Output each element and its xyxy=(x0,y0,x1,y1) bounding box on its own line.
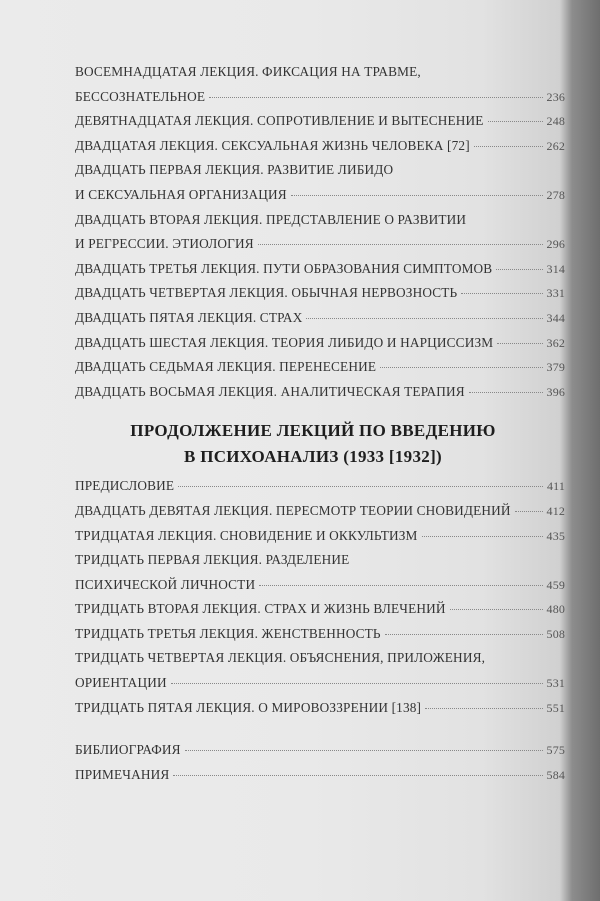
toc-entry xyxy=(75,478,565,503)
toc-entry xyxy=(75,310,565,335)
toc-entry-line xyxy=(75,503,565,528)
toc-entry-title: ДВАДЦАТЬ ЧЕТВЕРТАЯ ЛЕКЦИЯ. ОБЫЧНАЯ НЕРВОЗНОСТЬ xyxy=(75,285,458,301)
toc-entry-title: ДВАДЦАТЬ ДЕВЯТАЯ ЛЕКЦИЯ. ПЕРЕСМОТР ТЕОРИИ СНОВИДЕНИЙ xyxy=(75,502,511,518)
toc-entry-line xyxy=(75,552,565,577)
toc-entry xyxy=(75,384,565,409)
toc-entry-title: ТРИДЦАТЬ ПЕРВАЯ ЛЕКЦИЯ. РАЗДЕЛЕНИЕ xyxy=(75,552,350,568)
dot-leader xyxy=(380,367,542,368)
toc-entry-title: И СЕКСУАЛЬНАЯ ОРГАНИЗАЦИЯ xyxy=(75,186,287,202)
dot-leader xyxy=(178,486,543,487)
toc-entry-line xyxy=(75,212,565,237)
toc-entry xyxy=(75,626,565,651)
toc-page-number: 435 xyxy=(546,528,565,543)
toc-page-number: 331 xyxy=(546,286,565,301)
toc-entry xyxy=(75,212,565,261)
toc-entry-title: ТРИДЦАТЬ ВТОРАЯ ЛЕКЦИЯ. СТРАХ И ЖИЗНЬ ВЛЕЧЕНИЙ xyxy=(75,601,446,617)
dot-leader xyxy=(422,536,543,537)
toc-entry xyxy=(75,650,565,699)
toc-entry xyxy=(75,601,565,626)
toc-entry-line xyxy=(75,138,565,163)
toc-entry-title: ДВАДЦАТЬ ШЕСТАЯ ЛЕКЦИЯ. ТЕОРИЯ ЛИБИДО И НАРЦИССИЗМ xyxy=(75,334,494,350)
toc-entry-line xyxy=(75,261,565,286)
toc-entry-title: ДВАДЦАТЬ ВТОРАЯ ЛЕКЦИЯ. ПРЕДСТАВЛЕНИЕ О РАЗВИТИИ xyxy=(75,211,467,227)
toc-entry-line xyxy=(75,89,565,114)
toc-page-number: 362 xyxy=(546,335,565,350)
toc-entry-title: ДВАДЦАТЬ ТРЕТЬЯ ЛЕКЦИЯ. ПУТИ ОБРАЗОВАНИЯ СИМПТОМОВ xyxy=(75,260,493,276)
toc-entry-line xyxy=(75,162,565,187)
dot-leader xyxy=(450,609,543,610)
toc-page-number: 411 xyxy=(546,479,565,494)
dot-leader xyxy=(496,269,542,270)
toc-entry xyxy=(75,138,565,163)
toc-entry-title: ДВАДЦАТЬ ПЕРВАЯ ЛЕКЦИЯ. РАЗВИТИЕ ЛИБИДО xyxy=(75,162,394,178)
toc-entry-title: ПРИМЕЧАНИЯ xyxy=(75,766,170,782)
toc-entry xyxy=(75,359,565,384)
toc-entry-line xyxy=(75,310,565,335)
toc-entry xyxy=(75,285,565,310)
dot-leader xyxy=(259,585,542,586)
dot-leader xyxy=(306,318,542,319)
toc-entry xyxy=(75,503,565,528)
dot-leader xyxy=(385,634,543,635)
toc-entry-title: ТРИДЦАТЬ ТРЕТЬЯ ЛЕКЦИЯ. ЖЕНСТВЕННОСТЬ xyxy=(75,625,381,641)
section-title-line-1: ПРОДОЛЖЕНИЕ ЛЕКЦИЙ ПО ВВЕДЕНИЮ xyxy=(130,421,496,441)
toc-entry-title: БИБЛИОГРАФИЯ xyxy=(75,742,181,758)
section-title xyxy=(61,418,565,470)
toc-page-number: 508 xyxy=(546,626,565,641)
dot-leader xyxy=(461,293,542,294)
toc-entry xyxy=(75,261,565,286)
toc-part-2 xyxy=(75,478,565,724)
toc-entry-line xyxy=(75,601,565,626)
toc-page-number: 344 xyxy=(546,310,565,325)
toc-entry xyxy=(75,528,565,553)
toc-entry-line xyxy=(75,236,565,261)
toc-entry-title: И РЕГРЕССИИ. ЭТИОЛОГИЯ xyxy=(75,236,254,252)
table-of-contents xyxy=(75,64,565,791)
dot-leader xyxy=(291,195,543,196)
toc-entry-title: ДВАДЦАТЬ СЕДЬМАЯ ЛЕКЦИЯ. ПЕРЕНЕСЕНИЕ xyxy=(75,359,377,375)
page-edge xyxy=(560,0,600,901)
toc-entry-line xyxy=(75,742,565,767)
toc-entry-title: ВОСЕМНАДЦАТАЯ ЛЕКЦИЯ. ФИКСАЦИЯ НА ТРАВМЕ, xyxy=(75,64,421,79)
dot-leader xyxy=(497,343,542,344)
toc-part-3 xyxy=(75,742,565,791)
dot-leader xyxy=(474,146,543,147)
toc-entry xyxy=(75,113,565,138)
toc-entry-title: ДВАДЦАТАЯ ЛЕКЦИЯ. СЕКСУАЛЬНАЯ ЖИЗНЬ ЧЕЛОВЕКА [72] xyxy=(75,137,470,153)
dot-leader xyxy=(258,244,543,245)
section-title-line-2: В ПСИХОАНАЛИЗ (1933 [1932]) xyxy=(184,447,442,467)
toc-entry-line xyxy=(75,359,565,384)
toc-entry-title: ПРЕДИСЛОВИЕ xyxy=(75,478,175,494)
toc-page-number: 551 xyxy=(546,700,565,715)
toc-page-number: 248 xyxy=(546,114,565,129)
toc-entry-title: ДВАДЦАТЬ ВОСЬМАЯ ЛЕКЦИЯ. АНАЛИТИЧЕСКАЯ ТЕРАПИЯ xyxy=(75,383,465,399)
toc-page-number: 396 xyxy=(546,384,565,399)
toc-entry-line xyxy=(75,626,565,651)
dot-leader xyxy=(171,683,543,684)
toc-entry-line xyxy=(75,187,565,212)
toc-page-number: 278 xyxy=(546,187,565,202)
toc-entry-title: ОРИЕНТАЦИИ xyxy=(75,675,167,691)
toc-page-number: 236 xyxy=(546,89,565,104)
toc-entry xyxy=(75,700,565,725)
toc-entry-line xyxy=(75,767,565,792)
dot-leader xyxy=(425,708,542,709)
toc-page-number: 575 xyxy=(546,743,565,758)
toc-entry-title: ДЕВЯТНАДЦАТАЯ ЛЕКЦИЯ. СОПРОТИВЛЕНИЕ И ВЫТЕСНЕНИЕ xyxy=(75,113,484,129)
toc-page-number: 412 xyxy=(546,503,565,518)
toc-entry-title: ТРИДЦАТЬ ПЯТАЯ ЛЕКЦИЯ. О МИРОВОЗЗРЕНИИ [138] xyxy=(75,699,422,715)
toc-entry-title: ДВАДЦАТЬ ПЯТАЯ ЛЕКЦИЯ. СТРАХ xyxy=(75,309,303,325)
toc-page-number: 296 xyxy=(546,237,565,252)
dot-leader xyxy=(469,392,543,393)
toc-entry-line xyxy=(75,335,565,360)
toc-entry-line xyxy=(75,113,565,138)
dot-leader xyxy=(185,750,543,751)
toc-entry xyxy=(75,162,565,211)
toc-page-number: 531 xyxy=(546,676,565,691)
toc-page-number: 379 xyxy=(546,360,565,375)
toc-page-number: 480 xyxy=(546,602,565,617)
toc-entry-line xyxy=(75,285,565,310)
toc-entry-title: ПСИХИЧЕСКОЙ ЛИЧНОСТИ xyxy=(75,576,256,592)
toc-entry-line xyxy=(75,64,565,89)
toc-entry-line xyxy=(75,384,565,409)
toc-entry xyxy=(75,767,565,792)
toc-page-number: 314 xyxy=(546,261,565,276)
spacer xyxy=(75,724,565,742)
dot-leader xyxy=(515,511,543,512)
dot-leader xyxy=(173,775,542,776)
toc-page-number: 262 xyxy=(546,138,565,153)
toc-entry-line xyxy=(75,700,565,725)
toc-entry-line xyxy=(75,478,565,503)
toc-entry-title: БЕССОЗНАТЕЛЬНОЕ xyxy=(75,88,206,104)
dot-leader xyxy=(488,121,543,122)
dot-leader xyxy=(209,97,542,98)
toc-entry xyxy=(75,742,565,767)
toc-entry-line xyxy=(75,675,565,700)
toc-entry-title: ТРИДЦАТЬ ЧЕТВЕРТАЯ ЛЕКЦИЯ. ОБЪЯСНЕНИЯ, ПРИЛОЖЕНИЯ, xyxy=(75,650,486,666)
toc-entry-title: ТРИДЦАТАЯ ЛЕКЦИЯ. СНОВИДЕНИЕ И ОККУЛЬТИЗМ xyxy=(75,527,418,543)
toc-entry-line xyxy=(75,528,565,553)
toc-entry-line xyxy=(75,650,565,675)
toc-page-number: 584 xyxy=(546,767,565,782)
toc-part-1 xyxy=(75,64,565,408)
toc-entry-line xyxy=(75,577,565,602)
toc-page-number: 459 xyxy=(546,577,565,592)
toc-entry xyxy=(75,552,565,601)
toc-entry xyxy=(75,64,565,113)
toc-entry xyxy=(75,335,565,360)
